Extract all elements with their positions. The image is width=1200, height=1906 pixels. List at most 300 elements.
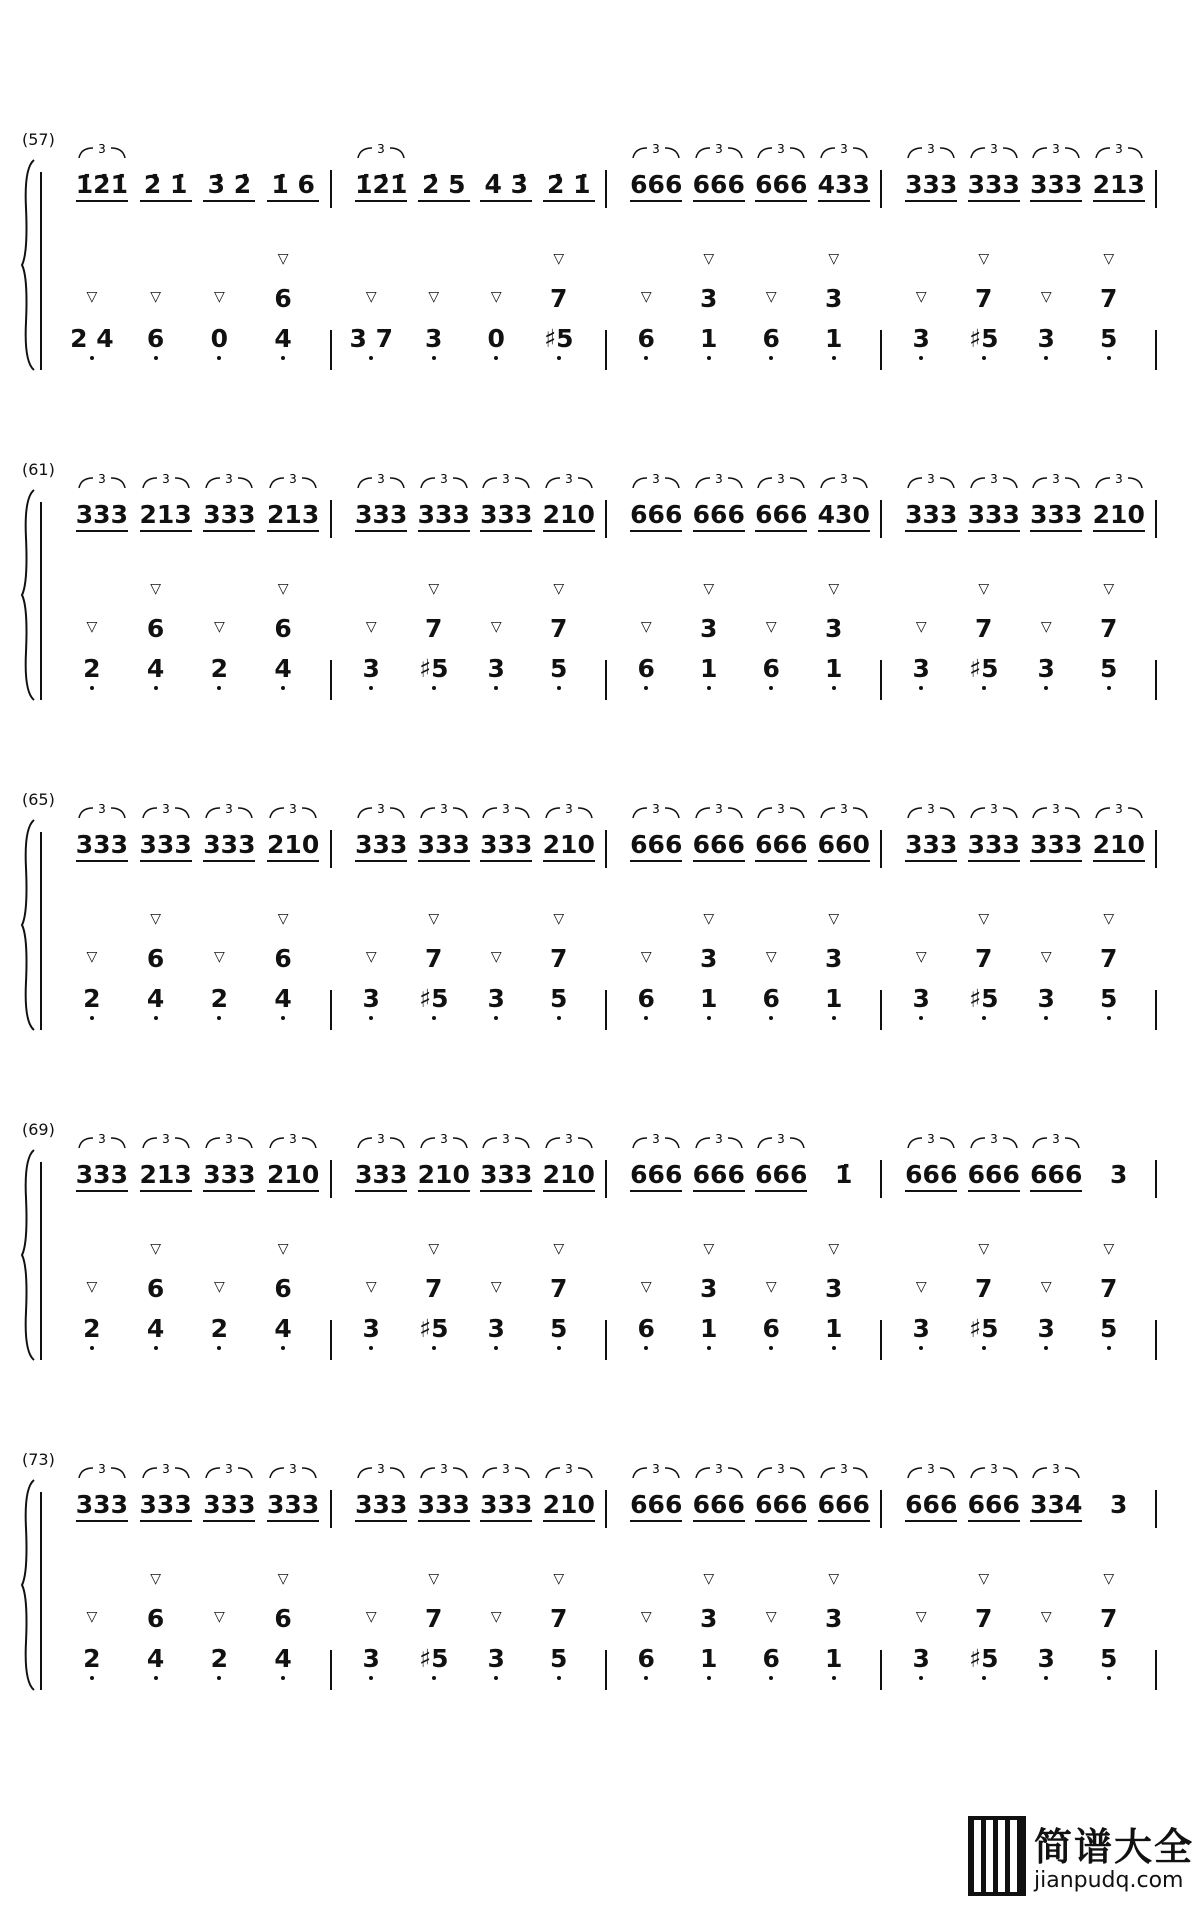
accent-triangle-icon: ▽ xyxy=(1103,251,1115,267)
octave-dot xyxy=(1107,1676,1111,1680)
chord-note: 7 xyxy=(1100,1604,1118,1633)
melody-note-group: 333 xyxy=(480,1160,533,1189)
bass-note: 3 xyxy=(1037,1314,1055,1343)
system xyxy=(0,460,1200,720)
tuplet-bracket xyxy=(141,802,191,822)
accent-triangle-icon: ▽ xyxy=(150,1241,162,1257)
chord-note: 7 xyxy=(1100,284,1118,313)
bass-note: 1 xyxy=(825,654,843,683)
tuplet-label: 3 xyxy=(1052,1462,1061,1476)
melody-note-group: 333 xyxy=(417,500,470,529)
bass-note: 1 xyxy=(825,1644,843,1673)
melody-note-group: 666 xyxy=(692,1160,745,1189)
octave-dot xyxy=(919,686,923,690)
melody-note-group: 334 xyxy=(1030,1490,1083,1519)
bass-note: 3 7 xyxy=(349,324,393,353)
barline xyxy=(605,170,607,208)
tuplet-label: 3 xyxy=(777,1462,786,1476)
octave-dot xyxy=(154,1346,158,1350)
accent-triangle-icon: ▽ xyxy=(703,911,715,927)
melody-note-group: 210 xyxy=(1092,500,1145,529)
tuplet-bracket xyxy=(1031,142,1081,162)
tuplet-label: 3 xyxy=(161,472,170,486)
bass-note: 3 xyxy=(1037,984,1055,1013)
measure-number: (57) xyxy=(22,130,55,149)
accent-triangle-icon: ▽ xyxy=(1103,1241,1115,1257)
bass-note: 3 xyxy=(912,1314,930,1343)
tuplet-bracket xyxy=(1031,1462,1081,1482)
accent-triangle-icon: ▽ xyxy=(915,1279,927,1295)
tuplet-bracket xyxy=(77,1462,127,1482)
accent-triangle-icon: ▽ xyxy=(490,289,502,305)
tuplet-bracket xyxy=(969,1462,1019,1482)
octave-dot xyxy=(1044,1676,1048,1680)
melody-note-group: 4̇ 3̇ xyxy=(484,170,528,199)
chord-note: 6 xyxy=(274,284,292,313)
bass-note: ♯5 xyxy=(969,1644,999,1673)
bass-note: 2 xyxy=(83,984,101,1013)
tuplet-label: 3 xyxy=(652,472,661,486)
tuplet-bracket xyxy=(969,1132,1019,1152)
bass-note: 1 xyxy=(700,1314,718,1343)
accent-triangle-icon: ▽ xyxy=(765,949,777,965)
accent-triangle-icon: ▽ xyxy=(703,581,715,597)
melody-note-group: 666 xyxy=(755,1490,808,1519)
tuplet-bracket xyxy=(694,802,744,822)
beam-line xyxy=(1093,860,1145,862)
melody-note-group: 666 xyxy=(1030,1160,1083,1189)
bass-note: 5 xyxy=(550,984,568,1013)
melody-note-group: 1̇2̇1̇ xyxy=(355,170,408,199)
tuplet-label: 3 xyxy=(777,1132,786,1146)
beam-line xyxy=(630,860,682,862)
accent-triangle-icon: ▽ xyxy=(428,1241,440,1257)
measure-number: (65) xyxy=(22,790,55,809)
melody-note-group: 3̇ 2̇ xyxy=(207,170,252,199)
tuplet-label: 3 xyxy=(777,142,786,156)
melody-note-group: 660 xyxy=(817,830,870,859)
bass-note: 2 xyxy=(210,1314,229,1343)
beam-line xyxy=(140,530,192,532)
tuplet-label: 3 xyxy=(289,802,297,816)
bass-note: 5 xyxy=(1100,654,1118,683)
melody-note-group: 213 xyxy=(267,500,320,529)
bass-note: 4 xyxy=(274,654,292,683)
barline xyxy=(1155,500,1157,538)
octave-dot xyxy=(557,356,561,360)
tuplet-label: 3 xyxy=(927,472,936,486)
melody-note-group: 210 xyxy=(542,1490,595,1519)
tuplet-label: 3 xyxy=(564,1132,573,1146)
tuplet-bracket xyxy=(204,1462,254,1482)
chord-note: 6 xyxy=(274,1604,292,1633)
melody-note-group: 433 xyxy=(817,170,870,199)
tuplet-bracket xyxy=(756,802,806,822)
chord-note: 6 xyxy=(274,614,292,643)
octave-dot xyxy=(494,686,498,690)
tuplet-bracket xyxy=(268,472,318,492)
beam-line xyxy=(140,860,192,862)
tuplet-bracket xyxy=(1031,1132,1081,1152)
chord-note: 7 xyxy=(975,284,993,313)
tuplet-bracket xyxy=(77,802,127,822)
tuplet-bracket xyxy=(819,1462,869,1482)
melody-note-group: 333 xyxy=(203,1160,256,1189)
beam-line xyxy=(905,530,957,532)
accent-triangle-icon: ▽ xyxy=(277,911,289,927)
tuplet-bracket xyxy=(204,472,254,492)
melody-note-group: 333 xyxy=(417,1490,470,1519)
bass-note: 3 xyxy=(362,654,380,683)
barline xyxy=(1155,660,1157,700)
octave-dot xyxy=(1044,356,1048,360)
accent-triangle-icon: ▽ xyxy=(277,581,289,597)
octave-dot xyxy=(769,686,773,690)
beam-line xyxy=(418,860,470,862)
octave-dot xyxy=(707,686,711,690)
chord-note: 7 xyxy=(1100,944,1118,973)
octave-dot xyxy=(1044,686,1048,690)
tuplet-bracket xyxy=(77,1132,127,1152)
octave-dot xyxy=(90,1676,94,1680)
tuplet-label: 3 xyxy=(377,472,386,486)
tuplet-label: 3 xyxy=(564,802,573,816)
beam-line xyxy=(755,1190,807,1192)
beam-line xyxy=(693,530,745,532)
system-barline xyxy=(40,1162,42,1360)
tuplet-label: 3 xyxy=(377,1462,386,1476)
beam-line xyxy=(480,1190,532,1192)
beam-line xyxy=(693,200,745,202)
accent-triangle-icon: ▽ xyxy=(213,1609,225,1625)
tuplet-bracket xyxy=(906,142,956,162)
tuplet-bracket xyxy=(268,802,318,822)
octave-dot xyxy=(769,1676,773,1680)
chord-note: 3 xyxy=(700,1274,718,1303)
tuplet-bracket xyxy=(631,472,681,492)
bass-note: 6 xyxy=(762,1644,780,1673)
bass-note: ♯5 xyxy=(419,1644,449,1673)
chord-note: 3 xyxy=(700,944,718,973)
accent-triangle-icon: ▽ xyxy=(765,1609,777,1625)
chord-note: 6 xyxy=(146,1604,165,1633)
bass-note: 3 xyxy=(487,984,505,1013)
bass-note: 3 xyxy=(1037,654,1055,683)
bass-note: ♯5 xyxy=(969,1314,999,1343)
accent-triangle-icon: ▽ xyxy=(765,289,777,305)
melody-note-group: 210 xyxy=(1092,830,1145,859)
melody-note-group: 333 xyxy=(905,500,958,529)
octave-dot xyxy=(557,1676,561,1680)
tuplet-bracket xyxy=(419,802,469,822)
melody-note-group: 666 xyxy=(630,170,683,199)
tuplet-label: 3 xyxy=(652,1132,661,1146)
bass-note: 3 xyxy=(487,1314,505,1343)
chord-note: 7 xyxy=(425,1604,443,1633)
beam-line xyxy=(968,530,1020,532)
barline xyxy=(605,830,607,868)
tuplet-bracket xyxy=(906,472,956,492)
accent-triangle-icon: ▽ xyxy=(1103,581,1115,597)
tuplet-bracket xyxy=(819,802,869,822)
octave-dot xyxy=(154,1676,158,1680)
accent-triangle-icon: ▽ xyxy=(365,1279,377,1295)
melody-note-group: 666 xyxy=(630,830,683,859)
octave-dot xyxy=(369,686,373,690)
melody-note-group: 213 xyxy=(139,500,192,529)
barline xyxy=(1155,1320,1157,1360)
tuplet-label: 3 xyxy=(1114,802,1123,816)
melody-note-group: 333 xyxy=(1030,830,1083,859)
accent-triangle-icon: ▽ xyxy=(640,949,652,965)
tuplet-label: 3 xyxy=(98,472,106,486)
beam-line xyxy=(355,530,407,532)
chord-note: 7 xyxy=(975,944,993,973)
chord-note: 7 xyxy=(550,614,568,643)
beam-line xyxy=(818,530,870,532)
tuplet-bracket xyxy=(268,1462,318,1482)
melody-note-group: 333 xyxy=(203,500,256,529)
octave-dot xyxy=(281,686,285,690)
accent-triangle-icon: ▽ xyxy=(150,911,162,927)
melody-note-group: 666 xyxy=(755,1160,808,1189)
accent-triangle-icon: ▽ xyxy=(277,1241,289,1257)
melody-note-group: 333 xyxy=(139,830,192,859)
beam-line xyxy=(140,1520,192,1522)
melody-note-group: 430 xyxy=(817,500,870,529)
octave-dot xyxy=(432,1346,436,1350)
beam-line xyxy=(418,1190,470,1192)
barline xyxy=(605,660,607,700)
barline xyxy=(1155,330,1157,370)
measure-number: (61) xyxy=(22,460,55,479)
tuplet-bracket xyxy=(694,472,744,492)
tuplet-label: 3 xyxy=(839,472,848,486)
beam-line xyxy=(203,1520,255,1522)
melody-note-group: 666 xyxy=(967,1490,1020,1519)
octave-dot xyxy=(1044,1016,1048,1020)
octave-dot xyxy=(982,686,986,690)
accent-triangle-icon: ▽ xyxy=(640,619,652,635)
melody-note-group: 333 xyxy=(480,830,533,859)
beam-line xyxy=(1030,200,1082,202)
tuplet-bracket xyxy=(419,1462,469,1482)
beam-line xyxy=(203,860,255,862)
accent-triangle-icon: ▽ xyxy=(640,289,652,305)
chord-note: 6 xyxy=(146,614,165,643)
bass-note: 3 xyxy=(362,1644,380,1673)
octave-dot xyxy=(919,1016,923,1020)
barline xyxy=(605,500,607,538)
bass-note: 3 xyxy=(362,984,380,1013)
tuplet-label: 3 xyxy=(989,472,998,486)
accent-triangle-icon: ▽ xyxy=(765,1279,777,1295)
melody-note-group: 666 xyxy=(692,1490,745,1519)
barline xyxy=(330,990,332,1030)
melody-note-group: 333 xyxy=(1030,500,1083,529)
melody-note-group: 333 xyxy=(967,830,1020,859)
barline xyxy=(605,990,607,1030)
accent-triangle-icon: ▽ xyxy=(553,1241,565,1257)
tuplet-bracket xyxy=(906,1132,956,1152)
beam-line xyxy=(755,1520,807,1522)
tuplet-bracket xyxy=(419,1132,469,1152)
beam-line xyxy=(968,200,1020,202)
tuplet-label: 3 xyxy=(652,1462,661,1476)
logo-url: jianpudq.com xyxy=(1034,1868,1184,1893)
bass-note: 6 xyxy=(762,654,780,683)
tuplet-bracket xyxy=(1094,142,1144,162)
tuplet-bracket xyxy=(544,472,594,492)
octave-dot xyxy=(832,356,836,360)
octave-dot xyxy=(369,356,373,360)
accent-triangle-icon: ▽ xyxy=(915,289,927,305)
octave-dot xyxy=(281,356,285,360)
beam-line xyxy=(543,530,595,532)
tuplet-label: 3 xyxy=(98,1132,106,1146)
octave-dot xyxy=(644,1676,648,1680)
accent-triangle-icon: ▽ xyxy=(86,1609,98,1625)
chord-note: 7 xyxy=(550,1604,568,1633)
beam-line xyxy=(418,1520,470,1522)
tuplet-label: 3 xyxy=(502,802,511,816)
tuplet-label: 3 xyxy=(161,1462,170,1476)
barline xyxy=(330,1160,332,1198)
chord-note: 7 xyxy=(425,944,443,973)
chord-note: 7 xyxy=(975,1604,993,1633)
beam-line xyxy=(355,200,407,202)
tuplet-bracket xyxy=(356,142,406,162)
bass-note: 6 xyxy=(637,654,655,683)
tuplet-label: 3 xyxy=(98,802,106,816)
tuplet-bracket xyxy=(969,802,1019,822)
accent-triangle-icon: ▽ xyxy=(765,619,777,635)
melody-note-group: 210 xyxy=(542,1160,595,1189)
accent-triangle-icon: ▽ xyxy=(828,911,840,927)
tuplet-bracket xyxy=(756,1462,806,1482)
octave-dot xyxy=(217,356,221,360)
melody-note-group: 210 xyxy=(267,1160,320,1189)
melody-note-group: 210 xyxy=(417,1160,470,1189)
tuplet-bracket xyxy=(141,1132,191,1152)
accent-triangle-icon: ▽ xyxy=(150,1571,162,1587)
accent-triangle-icon: ▽ xyxy=(915,619,927,635)
bass-note: 6 xyxy=(637,324,655,353)
tuplet-label: 3 xyxy=(1052,1132,1061,1146)
system-barline xyxy=(40,502,42,700)
chord-note: 3 xyxy=(825,284,843,313)
accent-triangle-icon: ▽ xyxy=(1040,949,1052,965)
beam-line xyxy=(630,1520,682,1522)
beam-line xyxy=(76,200,128,202)
accent-triangle-icon: ▽ xyxy=(428,911,440,927)
bass-note: 4 xyxy=(146,654,165,683)
accent-triangle-icon: ▽ xyxy=(640,1609,652,1625)
barline xyxy=(880,330,882,370)
tuplet-label: 3 xyxy=(927,1462,936,1476)
accent-triangle-icon: ▽ xyxy=(365,289,377,305)
bass-note: ♯5 xyxy=(544,324,574,353)
octave-dot xyxy=(217,686,221,690)
tuplet-label: 3 xyxy=(502,472,511,486)
octave-dot xyxy=(432,356,436,360)
beam-line xyxy=(543,860,595,862)
accent-triangle-icon: ▽ xyxy=(828,251,840,267)
tuplet-label: 3 xyxy=(564,1462,573,1476)
beam-line xyxy=(267,860,319,862)
accent-triangle-icon: ▽ xyxy=(86,289,98,305)
melody-note-group: 666 xyxy=(692,830,745,859)
accent-triangle-icon: ▽ xyxy=(915,949,927,965)
accent-triangle-icon: ▽ xyxy=(1040,1609,1052,1625)
bass-note: 5 xyxy=(1100,984,1118,1013)
accent-triangle-icon: ▽ xyxy=(978,251,990,267)
accent-triangle-icon: ▽ xyxy=(277,1571,289,1587)
bass-note: 2 xyxy=(83,1314,101,1343)
melody-note-group: 333 xyxy=(75,1490,128,1519)
octave-dot xyxy=(707,1676,711,1680)
brace-icon xyxy=(20,488,38,702)
tuplet-bracket xyxy=(141,1462,191,1482)
barline xyxy=(880,990,882,1030)
beam-line xyxy=(693,1190,745,1192)
beam-line xyxy=(76,1190,128,1192)
beam-line xyxy=(140,1190,192,1192)
barline xyxy=(1155,1650,1157,1690)
bass-note: 3 xyxy=(912,324,930,353)
bass-note: 5 xyxy=(550,1644,568,1673)
barline xyxy=(330,330,332,370)
beam-line xyxy=(968,1190,1020,1192)
tuplet-bracket xyxy=(544,802,594,822)
chord-note: 7 xyxy=(425,1274,443,1303)
bass-note: ♯5 xyxy=(419,1314,449,1343)
tuplet-label: 3 xyxy=(927,1132,936,1146)
octave-dot xyxy=(982,356,986,360)
barline xyxy=(330,170,332,208)
beam-line xyxy=(355,1520,407,1522)
logo-title: 简谱大全 xyxy=(1034,1825,1195,1869)
tuplet-label: 3 xyxy=(439,1462,448,1476)
melody-note-group: 333 xyxy=(1030,170,1083,199)
accent-triangle-icon: ▽ xyxy=(86,619,98,635)
bass-note: 4 xyxy=(274,984,292,1013)
melody-note-group: 333 xyxy=(139,1490,192,1519)
melody-note-group: 333 xyxy=(75,830,128,859)
beam-line xyxy=(693,860,745,862)
accent-triangle-icon: ▽ xyxy=(428,289,440,305)
beam-line xyxy=(480,530,532,532)
melody-note-group: 333 xyxy=(355,830,408,859)
bass-note: 1 xyxy=(700,984,718,1013)
accent-triangle-icon: ▽ xyxy=(150,581,162,597)
tuplet-bracket xyxy=(631,1132,681,1152)
system xyxy=(0,790,1200,1050)
beam-line xyxy=(1093,530,1145,532)
melody-note-group: 333 xyxy=(75,1160,128,1189)
tuplet-bracket xyxy=(77,472,127,492)
tuplet-label: 3 xyxy=(161,802,170,816)
octave-dot xyxy=(919,1676,923,1680)
tuplet-bracket xyxy=(356,1462,406,1482)
brace-icon xyxy=(20,1148,38,1362)
bass-note: 2 xyxy=(83,1644,101,1673)
accent-triangle-icon: ▽ xyxy=(150,289,162,305)
melody-note-group: 3 xyxy=(1110,1160,1128,1189)
octave-dot xyxy=(832,1676,836,1680)
barline xyxy=(880,1490,882,1528)
tuplet-label: 3 xyxy=(439,802,448,816)
